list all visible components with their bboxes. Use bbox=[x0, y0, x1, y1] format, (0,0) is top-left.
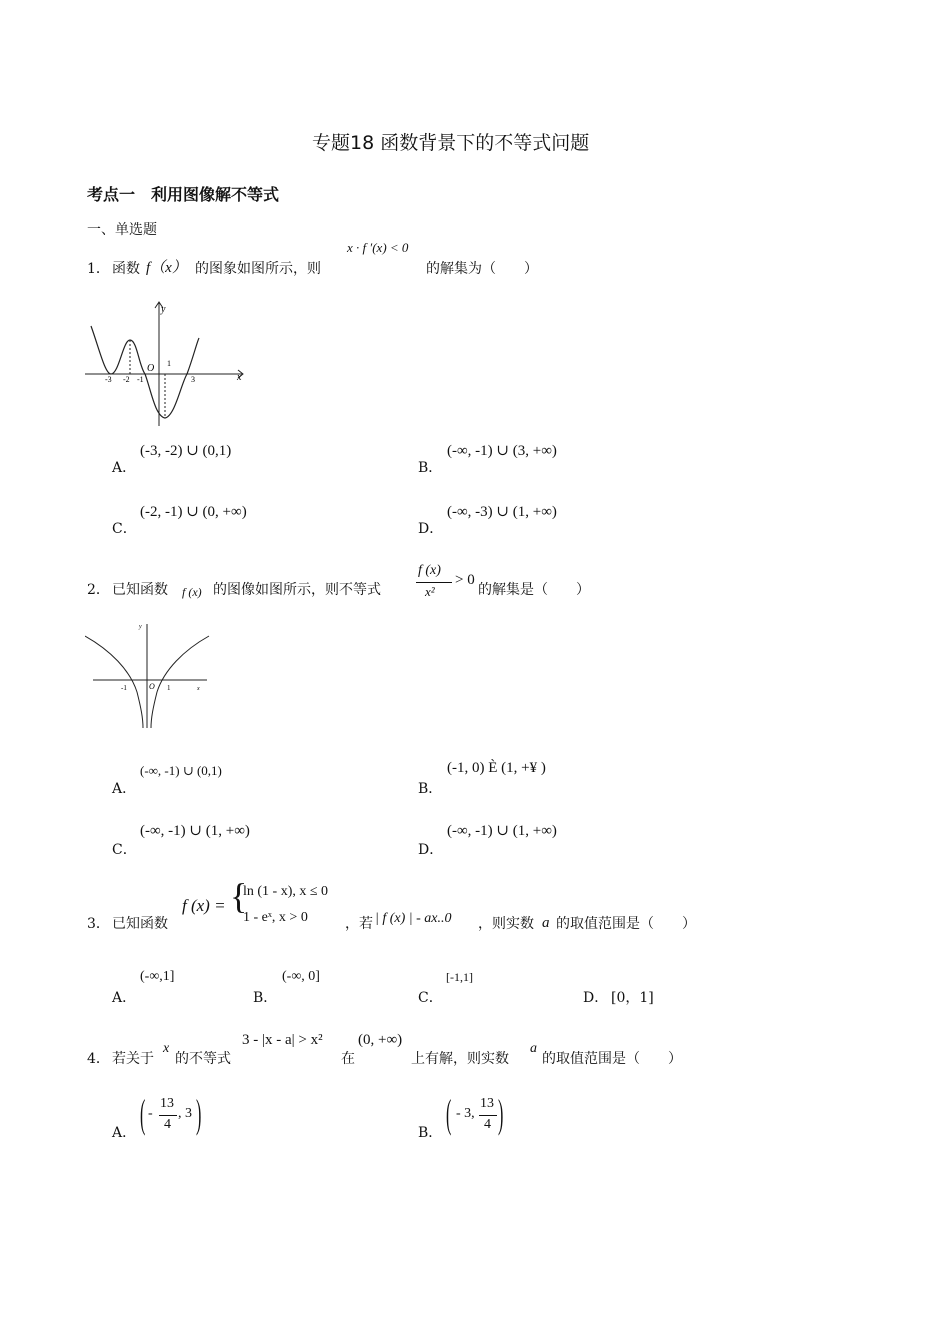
piecewise-case-1: ln (1 - x), x ≤ 0 bbox=[243, 884, 329, 899]
question-number: 3． bbox=[87, 916, 110, 932]
question-number: 4． bbox=[87, 1051, 110, 1067]
paren-right: ) bbox=[196, 1091, 202, 1136]
origin-label: O bbox=[149, 682, 155, 691]
option-label: B． bbox=[418, 1125, 443, 1141]
paren-right: ) bbox=[498, 1091, 504, 1136]
option-expression: [0，1] bbox=[611, 990, 654, 1006]
question-text: 在 bbox=[341, 1051, 355, 1067]
option-label: C． bbox=[418, 990, 443, 1006]
question-text: ，若 bbox=[345, 916, 373, 932]
option-expression: [-1,1] bbox=[446, 970, 473, 984]
subsection-heading: 一、单选题 bbox=[87, 222, 157, 238]
option-label: C． bbox=[112, 521, 137, 537]
variable: x bbox=[163, 1041, 170, 1056]
page-title: 专题18 函数背景下的不等式问题 bbox=[312, 132, 590, 154]
question-text: 已知函数 bbox=[112, 582, 168, 598]
fraction-bar bbox=[159, 1115, 177, 1116]
function-graph bbox=[85, 620, 215, 730]
option-label: B． bbox=[418, 781, 443, 797]
option-label: D． bbox=[583, 990, 609, 1006]
variable: a bbox=[542, 915, 550, 931]
option-expression: (-∞, -1) ∪ (1, +∞) bbox=[447, 823, 557, 839]
option-label: A． bbox=[112, 460, 137, 476]
option-expression: (-∞, 0] bbox=[282, 969, 320, 984]
option-label: A． bbox=[112, 781, 137, 797]
interval-expression: (0, +∞) bbox=[358, 1032, 403, 1048]
question-text: 上有解，则实数 bbox=[411, 1051, 509, 1067]
question-text: 的取值范围是（ ） bbox=[542, 1051, 682, 1067]
function-curve-left bbox=[85, 636, 143, 728]
inequality-expression: 3 - |x - a| > x² bbox=[242, 1032, 323, 1048]
question-text: 已知函数 bbox=[112, 916, 168, 932]
option-expression: (-2, -1) ∪ (0, +∞) bbox=[140, 504, 247, 520]
question-text: 若关于 bbox=[112, 1051, 154, 1067]
tick-label: 3 bbox=[191, 375, 195, 384]
option-label: A． bbox=[112, 990, 137, 1006]
option-expression: (-∞, -1) ∪ (0,1) bbox=[140, 763, 222, 778]
x-axis-label: x bbox=[237, 372, 242, 383]
brace: { bbox=[230, 876, 248, 916]
option-expression: (-∞, -1) ∪ (3, +∞) bbox=[447, 443, 557, 459]
option-expression: (-∞, -3) ∪ (1, +∞) bbox=[447, 504, 557, 520]
option-expression: (-1, 0) È (1, +¥ ) bbox=[447, 760, 546, 776]
negative-sign: - bbox=[148, 1106, 153, 1121]
y-axis-label: y bbox=[161, 304, 166, 315]
question-text: 的不等式 bbox=[175, 1051, 231, 1067]
option-tail: , 3 bbox=[178, 1106, 192, 1121]
question-text: 的图象如图所示，则 bbox=[195, 261, 321, 277]
question-text: 的取值范围是（ ） bbox=[556, 916, 696, 932]
option-lead: - 3, bbox=[456, 1106, 475, 1121]
option-expression: (-∞,1] bbox=[140, 969, 175, 984]
condition-expression: x · f ′(x) < 0 bbox=[347, 240, 409, 255]
fraction-denominator: x² bbox=[425, 584, 435, 599]
function-curve-right bbox=[151, 636, 209, 728]
function-expression: f (x) = bbox=[182, 896, 226, 915]
option-label: C． bbox=[112, 842, 137, 858]
fraction-numerator: 13 bbox=[160, 1096, 174, 1111]
fraction-denominator: 4 bbox=[484, 1117, 491, 1132]
condition-expression: | f (x) | - ax..0 bbox=[375, 911, 452, 926]
tick-label: -1 bbox=[121, 684, 127, 692]
paren-left: ( bbox=[446, 1091, 452, 1136]
option-label: D． bbox=[418, 521, 444, 537]
question-text: ，则实数 bbox=[478, 916, 534, 932]
fraction-bar bbox=[416, 582, 452, 583]
option-label: A． bbox=[112, 1125, 137, 1141]
tick-label: 1 bbox=[167, 359, 171, 368]
question-text: 的图像如图所示，则不等式 bbox=[213, 582, 381, 598]
function-expression: f（x） bbox=[146, 260, 187, 276]
function-expression: f (x) bbox=[182, 585, 202, 599]
fraction-denominator: 4 bbox=[164, 1117, 171, 1132]
question-text: 的解集为（ ） bbox=[426, 261, 538, 277]
option-label: B． bbox=[418, 460, 443, 476]
tick-label: 1 bbox=[167, 684, 171, 692]
tick-label: -3 bbox=[105, 375, 112, 384]
option-expression: (-∞, -1) ∪ (1, +∞) bbox=[140, 823, 250, 839]
y-axis-label: y bbox=[139, 624, 142, 630]
tick-label: -1 bbox=[137, 375, 144, 384]
option-label: D． bbox=[418, 842, 444, 858]
option-expression: (-3, -2) ∪ (0,1) bbox=[140, 443, 232, 459]
comparison: > 0 bbox=[455, 572, 475, 588]
option-label: B． bbox=[253, 990, 278, 1006]
x-axis-label: x bbox=[197, 686, 200, 692]
paren-left: ( bbox=[140, 1091, 146, 1136]
question-text: 的解集是（ ） bbox=[478, 582, 590, 598]
question-text: 函数 bbox=[112, 261, 140, 277]
question-number: 2． bbox=[87, 582, 110, 598]
section-heading: 考点一 利用图像解不等式 bbox=[87, 185, 280, 204]
piecewise-case-2: 1 - eˣ, x > 0 bbox=[243, 910, 308, 925]
fraction-numerator: f (x) bbox=[418, 563, 441, 578]
tick-label: -2 bbox=[123, 375, 130, 384]
origin-label: O bbox=[147, 363, 155, 374]
function-curve bbox=[91, 326, 199, 418]
fraction-bar bbox=[479, 1115, 497, 1116]
question-number: 1． bbox=[87, 261, 110, 277]
function-graph bbox=[85, 298, 250, 430]
fraction-numerator: 13 bbox=[480, 1096, 494, 1111]
variable: a bbox=[530, 1041, 537, 1056]
